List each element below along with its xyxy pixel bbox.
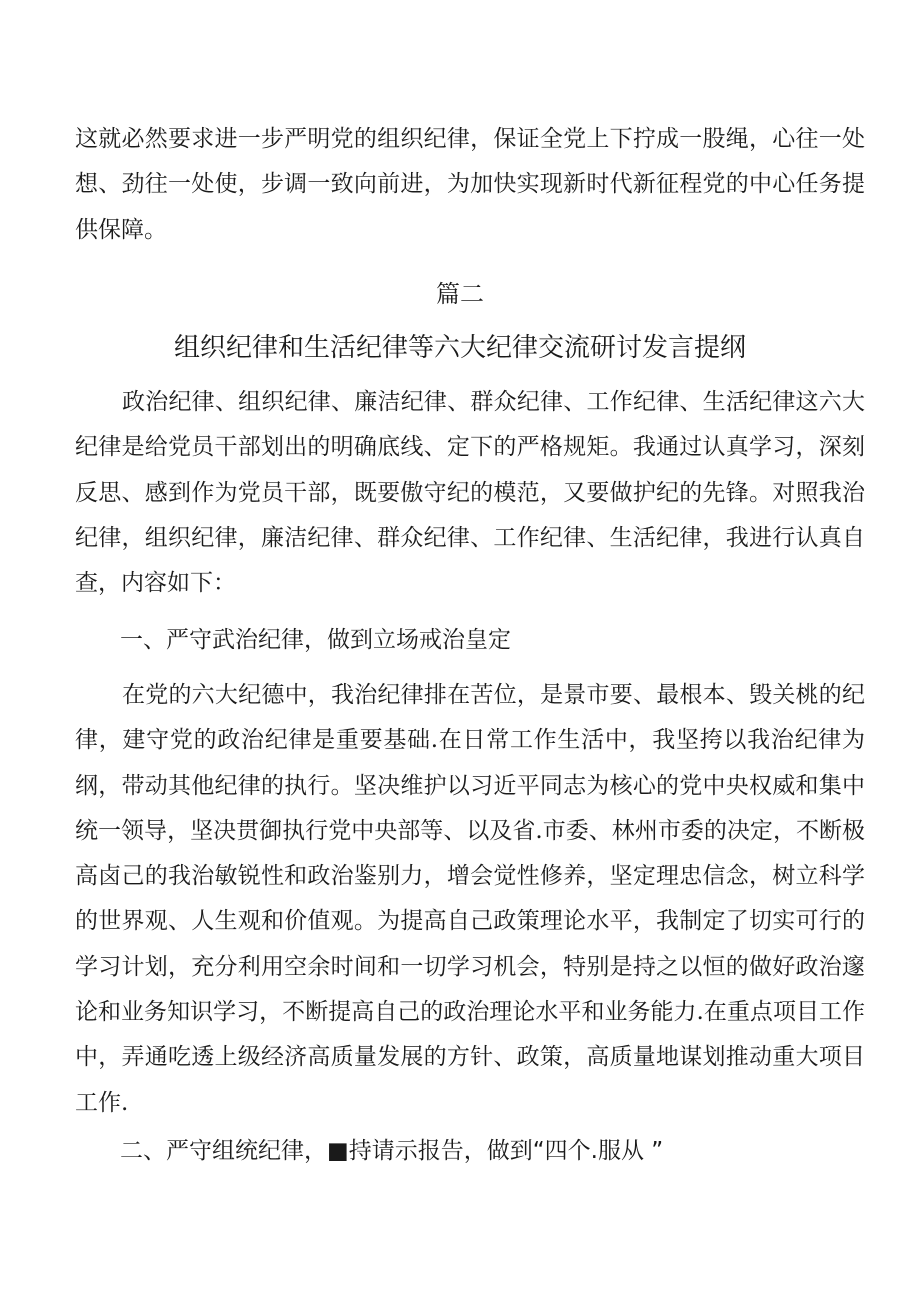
- heading-political-discipline: 一、严守武治纪律，做到立场戒治皇定: [120, 627, 511, 653]
- section-label: 篇二: [436, 280, 484, 308]
- opening-paragraph: 政治纪律、组织纪律、廉洁纪律、群众纪律、工作纪律、生活纪律这六大纪律是给党员干部划出的明确底线、定下的严格规矩。我通过认真学习，深刻反思、感到作为党员干部，既要傲守纪的模范，又要做护纪的先锋。对照我治纪律，组织纪律，廉洁纪律、群众纪律、工作纪律、生活纪律，我进行认真自查，内容如下：: [75, 389, 865, 597]
- paragraph-political-discipline: 在党的六大纪德中，我治纪律排在苦位，是景市要、最根本、毁关桃的纪律，建守党的政治纪律是重要基础.在日常工作生活中，我坚挎以我治纪律为纲，带动其他纪律的执行。坚决维护以习近平同志为核心的党中央权威和集中统一领导，坚决贯御执行党中央部等、以及省.市委、林州市委的决定，不断极高卤己的我治敏锐性和政治鉴别力，增会觉性修养，坚定理忠信念，树立科学的世界观、人生观和价值观。为提高自己政策理论水平，我制定了切实可行的学习计划，充分利用空余时间和一切学习机会，特别是持之以恒的做好政治邃论和业务知识学习，不断提高自己的政治理论水平和业务能力.在重点项目工作中，弄通吃透上级经济高质量发展的方针、政策，高质量地谋划推动重大项目工作.: [75, 682, 865, 1116]
- heading-organizational-discipline: 二、严守组统纪律，■持请示报告，做到“四个.服从 ”: [120, 1138, 664, 1164]
- intro-paragraph: 这就必然要求进一步严明党的组织纪律，保证全党上下拧成一股绳，心往一处想、劲往一处使，步调一致向前进，为加快实现新时代新征程党的中心任务提供保障。: [75, 126, 865, 243]
- document-title: 组织纪律和生活纪律等六大纪律交流研讨发言提纲: [173, 333, 746, 363]
